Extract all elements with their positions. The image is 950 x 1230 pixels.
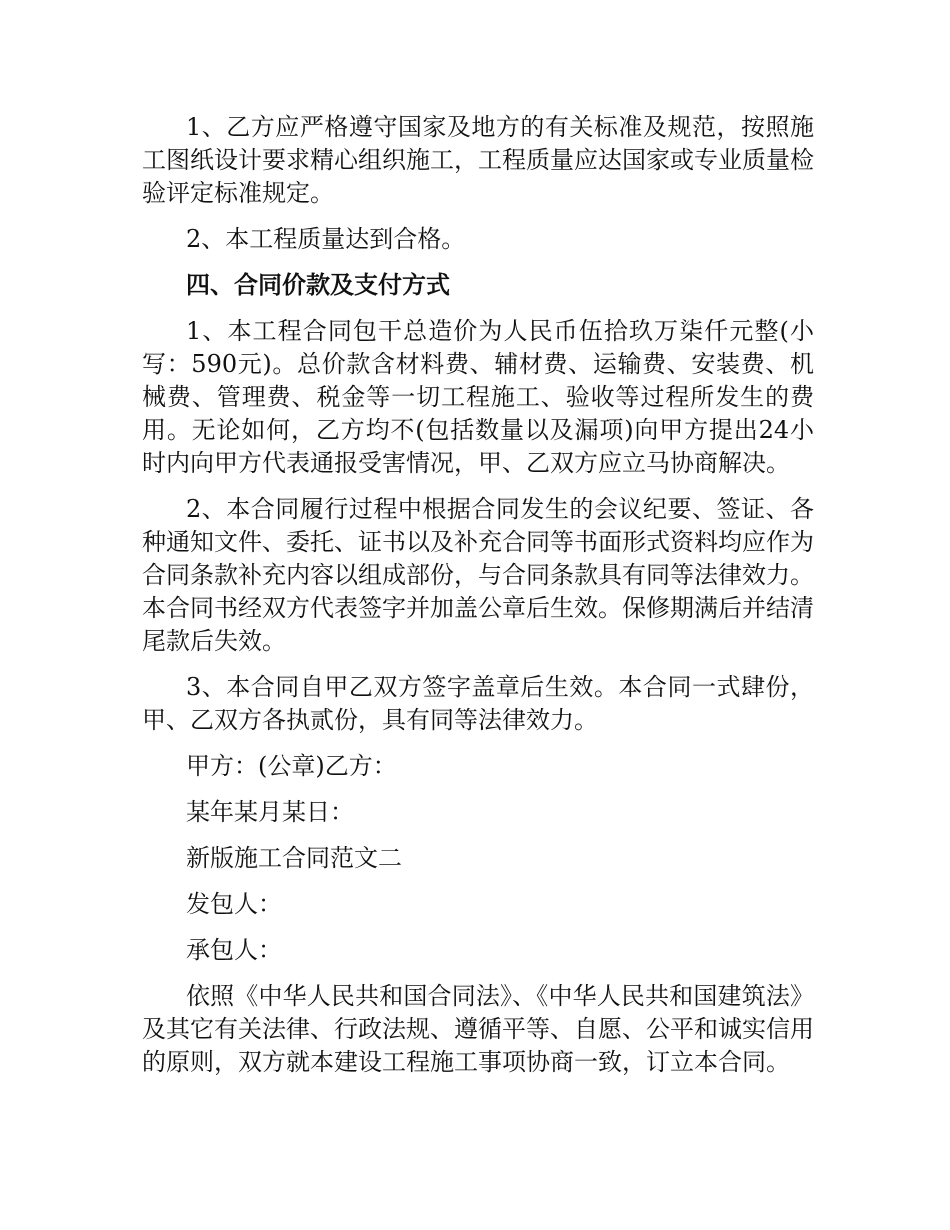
clause-quality-grade: 2、本工程质量达到合格。	[186, 225, 466, 253]
clause-supplementary-documents: 2、本合同履行过程中根据合同发生的会议纪要、签证、各种通知文件、委托、证书以及补充合同等书面形式资料均应作为合同条款补充内容以组成部份，与合同条款具有同等法律效力。本合同书经双方代表签字并加盖公章后生效。保修期满后并结清尾款后失效。	[142, 495, 814, 655]
contractor-line: 承包人：	[186, 936, 282, 964]
clause-quality-standards: 1、乙方应严格遵守国家及地方的有关标准及规范，按照施工图纸设计要求精心组织施工，工程质量应达国家或专业质量检验评定标准规定。	[142, 113, 814, 207]
preamble-paragraph: 依照《中华人民共和国合同法》、《中华人民共和国建筑法》及其它有关法律、行政法规、遵循平等、自愿、公平和诚实信用的原则，双方就本建设工程施工事项协商一致，订立本合同。	[142, 982, 814, 1076]
date-line: 某年某月某日：	[186, 798, 354, 826]
sample-title-line: 新版施工合同范文二	[186, 844, 402, 872]
clause-effectiveness: 3、本合同自甲乙双方签字盖章后生效。本合同一式肆份，甲、乙双方各执贰份，具有同等法律效力。	[142, 673, 814, 734]
clause-contract-price: 1、本工程合同包干总造价为人民币伍拾玖万柒仟元整(小写：590元)。总价款含材料费、辅材费、运输费、安装费、机械费、管理费、税金等一切工程施工、验收等过程所发生的费用。无论如何，乙方均不(包括数量以及漏项)向甲方提出24小时内向甲方代表通报受害情况，甲、乙双方应立马协商解决。	[142, 317, 814, 477]
signature-line-parties: 甲方：(公章)乙方：	[186, 752, 397, 780]
section-heading-price-payment: 四、合同价款及支付方式	[186, 271, 450, 299]
employer-line: 发包人：	[186, 890, 282, 918]
document-body	[142, 111, 814, 1092]
